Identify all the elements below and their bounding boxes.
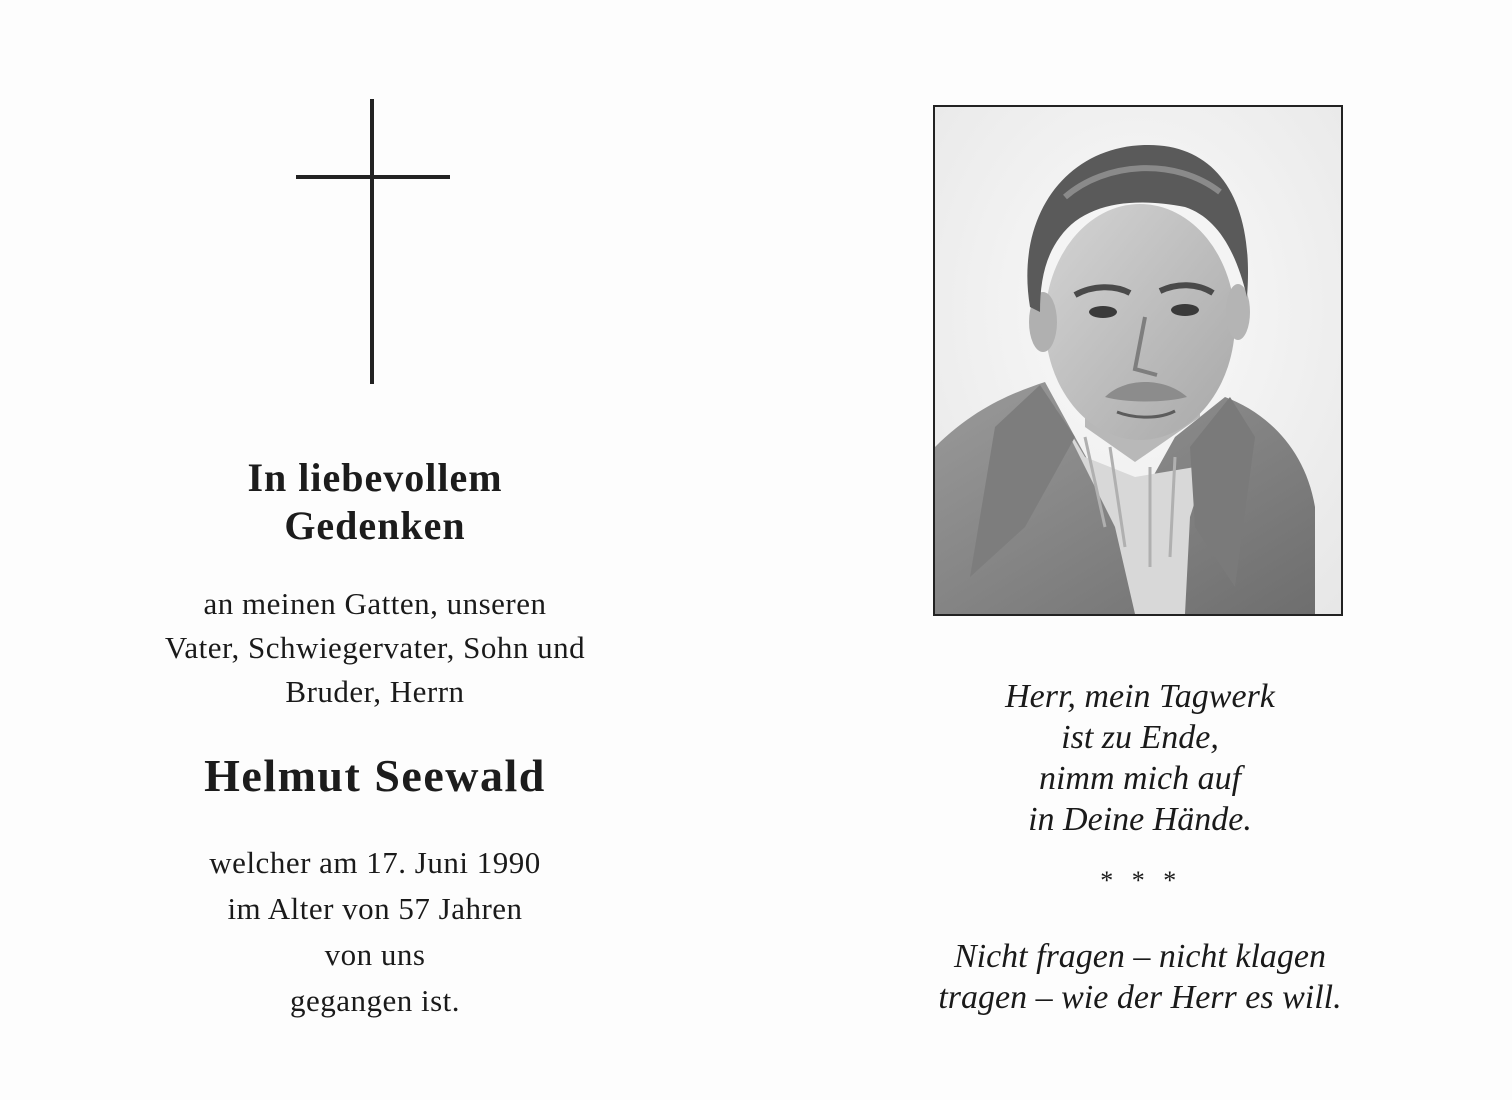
- asterisk-separator: * * *: [1099, 866, 1181, 895]
- verse-line: ist zu Ende,: [1061, 719, 1219, 756]
- portrait-photo-icon: [935, 107, 1341, 614]
- death-details: [0, 840, 750, 1024]
- deceased-name: Helmut Seewald: [204, 750, 546, 801]
- details-line: gegangen ist.: [289, 983, 461, 1018]
- details-line: von uns: [324, 937, 426, 972]
- motto-line: tragen – wie der Herr es will.: [938, 979, 1342, 1016]
- motto: [840, 936, 1440, 1018]
- verse-line: nimm mich auf: [1038, 760, 1242, 797]
- portrait-photo: [933, 105, 1343, 616]
- intro-text: [0, 582, 750, 714]
- verse-line: in Deine Hände.: [1028, 801, 1252, 838]
- details-line: im Alter von 57 Jahren: [227, 891, 523, 926]
- verse-line: Herr, mein Tagwerk: [1005, 678, 1275, 715]
- verse: [840, 676, 1440, 840]
- cross-horizontal-bar: [296, 175, 450, 179]
- cross-vertical-bar: [370, 99, 374, 384]
- intro-line: an meinen Gatten, unseren: [203, 586, 547, 621]
- cross-icon: [296, 99, 450, 384]
- heading-line-1: In liebevollem: [247, 455, 503, 500]
- heading-line-2: Gedenken: [284, 503, 466, 548]
- intro-line: Bruder, Herrn: [285, 674, 465, 709]
- details-line: welcher am 17. Juni 1990: [209, 845, 541, 880]
- intro-line: Vater, Schwiegervater, Sohn und: [164, 630, 586, 665]
- motto-line: Nicht fragen – nicht klagen: [953, 938, 1327, 975]
